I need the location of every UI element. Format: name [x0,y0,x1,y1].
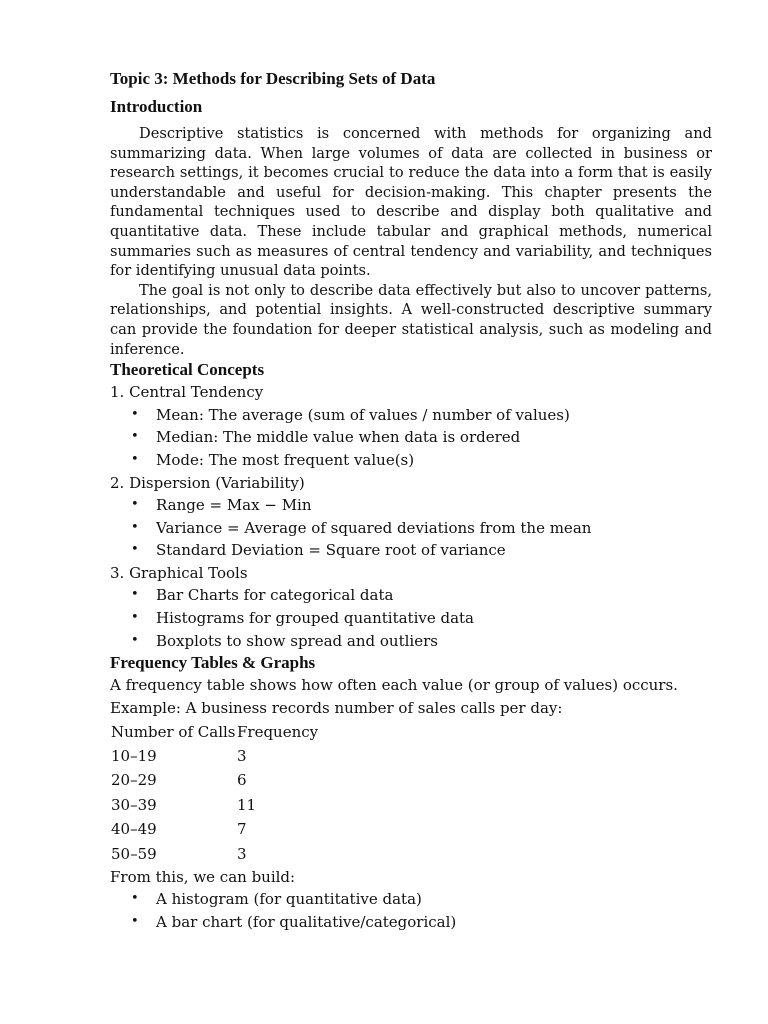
list-item-range: • Range = Max − Min [110,494,712,517]
table-cell-range: 10–19 [111,747,157,766]
frequency-heading: Frequency Tables & Graphs [110,653,316,673]
list-item-boxplots: • Boxplots to show spread and outliers [110,630,712,653]
table-cell-range: 50–59 [111,844,157,863]
list-item-variance: • Variance = Average of squared deviations from the mean [110,517,712,540]
table-cell-frequency: 3 [237,844,247,863]
list-item-std-dev: • Standard Deviation = Square root of variance [110,539,712,562]
list-item-bar-charts: • Bar Charts for categorical data [110,584,712,607]
table-cell-range: 30–39 [111,795,157,814]
table-cell-frequency: 6 [237,771,247,790]
table-cell-range: 40–49 [111,820,157,839]
table-row [110,744,337,768]
frequency-table [110,719,337,865]
header-number-of-calls: Number of Calls [111,722,236,741]
section-central-tendency: 1. Central Tendency [110,383,264,402]
list-item-mode: • Mode: The most frequent value(s) [110,449,712,472]
frequency-description: A frequency table shows how often each value (or group of values) occurs. [110,676,678,695]
build-list [110,888,712,933]
table-row [110,768,337,792]
list-item-median: • Median: The middle value when data is ordered [110,426,712,449]
table-row [110,841,337,865]
graphical-tools-list [110,584,712,652]
intro-paragraph-1: Descriptive statistics is concerned with methods for organizing and summarizing data. When large volumes of data are collected in business or research settings, it becomes crucial to reduce the data into a form that is easily understandable and useful for decision-making. This chapter presents the fundamental techniques used to describe and display both qualitative and quantitative data. These include tabular and graphical methods, numerical summaries such as measures of central tendency and variability, and techniques for identifying unusual data points. [110,125,712,280]
theoretical-concepts-heading: Theoretical Concepts [110,360,265,380]
list-item-mean: • Mean: The average (sum of values / number of values) [110,404,712,427]
table-cell-frequency: 3 [237,747,247,766]
central-tendency-list [110,404,712,472]
list-item-bar-chart: • A bar chart (for qualitative/categorical) [110,911,712,934]
list-item-histogram: • A histogram (for quantitative data) [110,888,712,911]
table-row [110,817,337,841]
header-frequency: Frequency [237,722,319,741]
introduction-heading: Introduction [110,97,203,116]
table-cell-frequency: 7 [237,820,247,839]
table-cell-frequency: 11 [237,795,257,814]
table-row [110,793,337,817]
section-graphical-tools: 3. Graphical Tools [110,563,248,582]
list-item-histograms: • Histograms for grouped quantitative data [110,607,712,630]
build-intro: From this, we can build: [110,867,296,886]
section-dispersion: 2. Dispersion (Variability) [110,473,305,492]
table-header-row [110,719,337,743]
intro-paragraph-2: The goal is not only to describe data effectively but also to uncover patterns, relationships, and potential insights. A well-constructed descriptive summary can provide the foundation for deeper statistical analysis, such as modeling and inference. [110,281,712,358]
dispersion-list [110,494,712,562]
frequency-example: Example: A business records number of sales calls per day: [110,698,563,717]
page-title: Topic 3: Methods for Describing Sets of Data [110,69,436,88]
table-cell-range: 20–29 [111,771,157,790]
document-page [110,68,712,934]
